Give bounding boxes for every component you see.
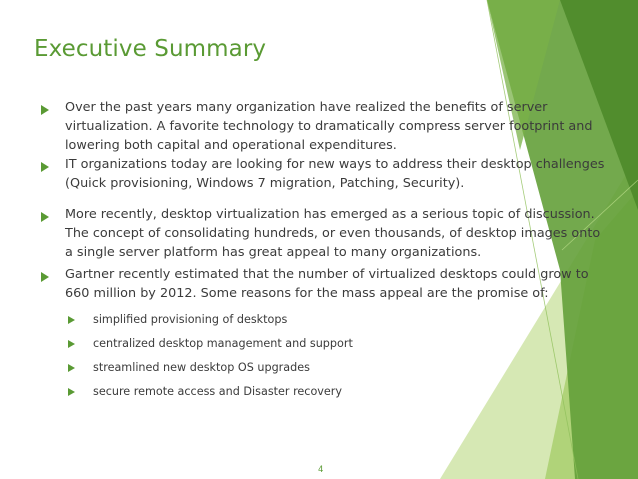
slide-title: Executive Summary	[34, 36, 267, 62]
sub-bullet-item: centralized desktop management and support	[93, 337, 353, 350]
sub-bullet-arrow-icon	[68, 316, 75, 324]
bullet-arrow-icon	[41, 212, 49, 222]
sub-bullet-arrow-icon	[68, 340, 75, 348]
bullet-arrow-icon	[41, 272, 49, 282]
bullet-item: IT organizations today are looking for new ways to address their desktop challenges (Quick provisioning, Windows 7 migration, Patching, Security).	[65, 157, 605, 191]
bullet-item: Over the past years many organization have realized the benefits of server virtualization. A favorite technology to dramatically compress server footprint and lowering both capital and operational expenditures.	[65, 100, 593, 153]
bullet-arrow-icon	[41, 162, 49, 172]
sub-bullet-item: simplified provisioning of desktops	[93, 313, 288, 326]
bullet-item: Gartner recently estimated that the number of virtualized desktops could grow to 660 million by 2012. Some reasons for the mass appeal are the promise of:	[65, 267, 589, 301]
sub-bullet-arrow-icon	[68, 364, 75, 372]
bullet-item: More recently, desktop virtualization has emerged as a serious topic of discussion. The concept of consolidating hundreds, or even thousands, of desktop images onto a single server platform has great appeal to many organizations.	[65, 207, 601, 260]
sub-bullet-item: streamlined new desktop OS upgrades	[93, 361, 310, 374]
bullet-arrow-icon	[41, 105, 49, 115]
sub-bullet-item: secure remote access and Disaster recovery	[93, 385, 343, 398]
page-number: 4	[318, 465, 324, 475]
sub-bullet-arrow-icon	[68, 388, 75, 396]
